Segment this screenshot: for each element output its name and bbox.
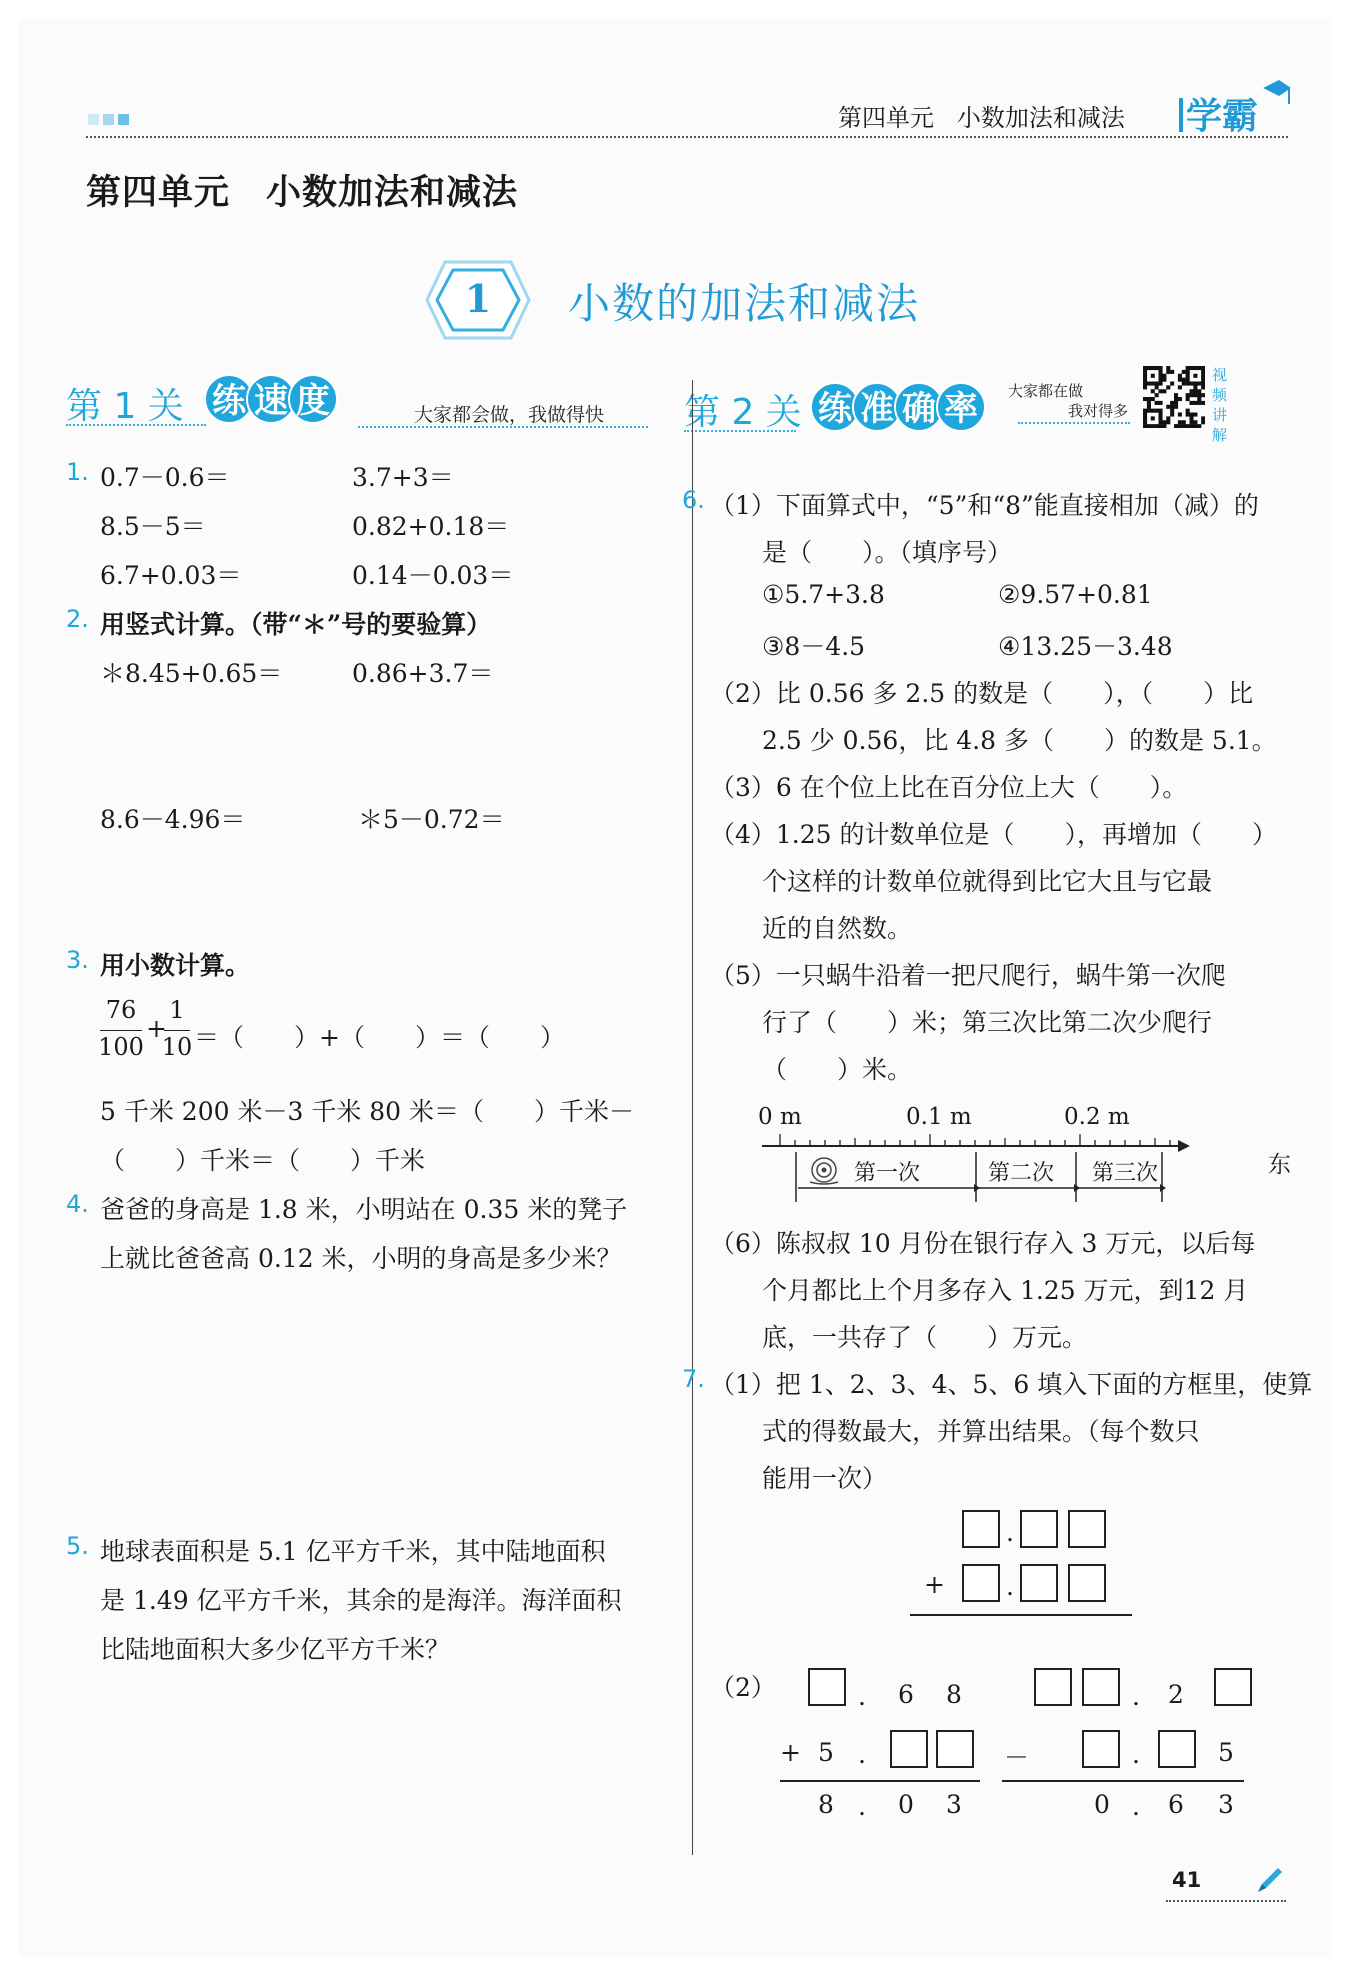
level1-label: 第 1 关	[66, 386, 184, 427]
q6-p3: （3）6 在个位上比在百分位上大（ ）。	[710, 773, 1188, 802]
q3-line3: （ ）千米＝（ ）千米	[100, 1146, 426, 1175]
qr-module	[1190, 416, 1194, 420]
digit: 5	[1218, 1738, 1234, 1767]
digit: 8	[818, 1790, 834, 1819]
q3-fraction2-denominator: 10	[161, 1033, 193, 1061]
q7-p1-line3: 能用一次）	[762, 1464, 888, 1493]
q6-p4-line3: 近的自然数。	[762, 914, 913, 943]
qr-module	[1147, 397, 1151, 401]
qr-module	[1143, 420, 1147, 424]
qr-module	[1178, 424, 1182, 428]
qr-module	[1143, 382, 1147, 386]
q7-p2-label: （2）	[710, 1673, 776, 1702]
qr-module	[1147, 424, 1151, 428]
digit: 2	[1168, 1680, 1184, 1709]
ruler-label: 0 m	[758, 1104, 802, 1130]
q6-option: ①5.7+3.8	[762, 580, 885, 609]
q2-text: 用竖式计算。（带“＊”号的要验算）	[100, 610, 492, 639]
q2-item: 0.86+3.7＝	[352, 659, 494, 688]
qr-module	[1143, 378, 1147, 382]
answer-box[interactable]	[808, 1668, 846, 1706]
q6-p6-line1: （6）陈叔叔 10 月份在银行存入 3 万元，以后每	[710, 1229, 1256, 1258]
video-char: 频	[1212, 386, 1228, 404]
decimal-point: .	[858, 1682, 866, 1711]
level2-char: 确	[894, 382, 944, 432]
header-unit: 第四单元	[838, 104, 934, 132]
qr-module	[1190, 393, 1194, 397]
qr-module	[1197, 424, 1201, 428]
qr-module	[1178, 413, 1182, 417]
qr-module	[1182, 424, 1186, 428]
ruler-direction: 东	[1268, 1152, 1291, 1178]
digit: 3	[946, 1790, 962, 1819]
qr-module	[1193, 424, 1197, 428]
page-number-rule	[1166, 1900, 1286, 1902]
qr-module	[1190, 420, 1194, 424]
q6-option: ②9.57+0.81	[998, 580, 1153, 609]
decimal-point: .	[858, 1792, 866, 1821]
ruler-ticks	[780, 1134, 1170, 1146]
qr-module	[1186, 397, 1190, 401]
q1-item: 8.5－5＝	[100, 512, 206, 541]
level2-badge	[810, 382, 978, 432]
qr-module	[1170, 370, 1174, 374]
ruler-label: 0.1 m	[906, 1104, 972, 1130]
qr-module	[1190, 424, 1194, 428]
q3-line2: 5 千米 200 米－3 千米 80 米＝（ ）千米－	[100, 1097, 635, 1126]
qr-module	[1166, 405, 1170, 409]
qr-module	[1166, 366, 1170, 370]
decimal-point: .	[1006, 1518, 1014, 1547]
qr-module	[1151, 389, 1155, 393]
q5-line1: 地球表面积是 5.1 亿平方千米，其中陆地面积	[100, 1537, 606, 1566]
difference-line	[1002, 1780, 1244, 1782]
level1-slogan-underline	[358, 426, 648, 428]
answer-box[interactable]	[1068, 1510, 1106, 1548]
qr-module	[1159, 366, 1163, 370]
ruler-segment-label: 第一次	[854, 1161, 921, 1186]
header-dot	[88, 114, 99, 125]
qr-module	[1147, 405, 1151, 409]
digit: 6	[898, 1680, 914, 1709]
qr-module	[1147, 366, 1151, 370]
qr-module	[1201, 382, 1205, 386]
qr-module	[1151, 382, 1155, 386]
qr-module	[1147, 382, 1151, 386]
qr-module	[1174, 405, 1178, 409]
qr-module	[1193, 393, 1197, 397]
qr-module	[1159, 409, 1163, 413]
decimal-point: .	[1006, 1572, 1014, 1601]
pencil-icon	[1252, 1864, 1286, 1898]
qr-module	[1193, 366, 1197, 370]
q3-text: 用小数计算。	[100, 951, 251, 980]
answer-box[interactable]	[1214, 1668, 1252, 1706]
level2-slogan2: 我对得多	[1068, 402, 1129, 420]
level2-char: 练	[810, 382, 860, 432]
qr-module	[1186, 424, 1190, 428]
answer-box[interactable]	[962, 1564, 1000, 1602]
qr-module	[1186, 366, 1190, 370]
answer-box[interactable]	[1158, 1730, 1196, 1768]
qr-module	[1143, 424, 1147, 428]
answer-box[interactable]	[890, 1730, 928, 1768]
qr-module	[1151, 409, 1155, 413]
minus-sign: －	[1004, 1743, 1030, 1772]
qr-module	[1174, 397, 1178, 401]
level2-label: 第 2 关	[684, 392, 802, 433]
qr-module	[1186, 374, 1190, 378]
level2-char: 准	[852, 382, 902, 432]
answer-box[interactable]	[936, 1730, 974, 1768]
digit: 8	[946, 1680, 962, 1709]
answer-box[interactable]	[1034, 1668, 1072, 1706]
qr-module	[1193, 389, 1197, 393]
plus-sign: +	[780, 1738, 801, 1767]
ruler-segment-label: 第三次	[1092, 1161, 1159, 1186]
q7-number: 7.	[682, 1365, 705, 1393]
qr-module	[1155, 382, 1159, 386]
qr-module	[1162, 420, 1166, 424]
qr-module	[1143, 413, 1147, 417]
qr-module	[1155, 385, 1159, 389]
qr-module	[1151, 424, 1155, 428]
q7-p1-line1: （1）把 1、2、3、4、5、6 填入下面的方框里，使算	[710, 1370, 1313, 1399]
qr-module	[1155, 424, 1159, 428]
q3-fraction1-denominator: 100	[98, 1033, 144, 1061]
video-char: 解	[1212, 426, 1228, 444]
qr-module	[1162, 424, 1166, 428]
answer-box[interactable]	[1020, 1564, 1058, 1602]
qr-module	[1162, 389, 1166, 393]
qr-module	[1190, 401, 1194, 405]
qr-module	[1151, 374, 1155, 378]
qr-module	[1182, 420, 1186, 424]
qr-module	[1182, 370, 1186, 374]
level2-slogan1: 大家都在做	[1008, 382, 1084, 400]
q3-fraction2-numerator: 1	[169, 996, 185, 1024]
qr-module	[1170, 382, 1174, 386]
qr-module	[1197, 389, 1201, 393]
level2-char: 率	[936, 382, 986, 432]
qr-module	[1143, 416, 1147, 420]
q6-p6-line3: 底，一共存了（ ）万元。	[762, 1323, 1088, 1352]
q3-fraction2-bar	[164, 1030, 190, 1031]
page-number: 41	[1172, 1868, 1202, 1892]
level1-char: 度	[288, 374, 338, 424]
qr-module	[1159, 378, 1163, 382]
qr-module	[1186, 382, 1190, 386]
qr-module	[1178, 374, 1182, 378]
level2-underline	[684, 430, 796, 432]
qr-module	[1193, 374, 1197, 378]
qr-module	[1166, 385, 1170, 389]
qr-module	[1190, 382, 1194, 386]
header-dot	[118, 114, 129, 125]
header-brand: 学霸	[1186, 96, 1259, 137]
video-char: 讲	[1212, 406, 1228, 424]
column-divider	[692, 380, 693, 1855]
q6-p5-line2: 行了（ ）米；第三次比第二次少爬行	[762, 1008, 1213, 1037]
qr-module	[1182, 382, 1186, 386]
qr-code-icon[interactable]	[1143, 366, 1205, 428]
qr-module	[1193, 385, 1197, 389]
qr-module	[1170, 409, 1174, 413]
qr-module	[1190, 413, 1194, 417]
ruler-label: 0.2 m	[1064, 1104, 1130, 1130]
digit: 0	[898, 1790, 914, 1819]
qr-code-graphic	[1143, 366, 1205, 428]
qr-module	[1178, 397, 1182, 401]
qr-module	[1197, 382, 1201, 386]
decimal-point: .	[1132, 1792, 1140, 1821]
q4-line1: 爸爸的身高是 1.8 米，小明站在 0.35 米的凳子	[100, 1195, 628, 1224]
qr-module	[1193, 413, 1197, 417]
q6-p4-line2: 个这样的计数单位就得到比它大且与它最	[762, 867, 1213, 896]
sum-line	[910, 1614, 1132, 1616]
q2-item: ＊8.45+0.65＝	[100, 659, 283, 688]
video-char: 视	[1212, 366, 1228, 384]
header-unit-topic	[838, 98, 1125, 133]
header-topic: 小数加法和减法	[956, 104, 1125, 132]
q1-item: 0.82+0.18＝	[352, 512, 510, 541]
q6-p5-line1: （5）一只蜗牛沿着一把尺爬行，蜗牛第一次爬	[710, 961, 1226, 990]
qr-module	[1193, 382, 1197, 386]
q6-option: ③8－4.5	[762, 632, 866, 661]
qr-module	[1201, 393, 1205, 397]
qr-module	[1151, 416, 1155, 420]
digit: 3	[1218, 1790, 1234, 1819]
qr-module	[1147, 401, 1151, 405]
answer-box[interactable]	[1068, 1564, 1106, 1602]
sum-line	[780, 1780, 980, 1782]
q6-p2-line1: （2）比 0.56 多 2.5 的数是（ ），（ ）比	[710, 679, 1254, 708]
q3-fraction1-bar	[100, 1030, 142, 1031]
level1-char: 练	[204, 374, 254, 424]
qr-module	[1147, 409, 1151, 413]
header-dot	[103, 114, 114, 125]
header-rule	[86, 136, 1288, 138]
qr-module	[1159, 413, 1163, 417]
qr-module	[1190, 389, 1194, 393]
level2-slogan-underline	[1018, 422, 1130, 424]
qr-module	[1159, 424, 1163, 428]
q6-p2-line2: 2.5 少 0.56，比 4.8 多（ ）的数是 5.1。	[762, 726, 1277, 755]
qr-module	[1159, 401, 1163, 405]
qr-module	[1186, 413, 1190, 417]
q1-item: 0.14－0.03＝	[352, 561, 514, 590]
decimal-point: .	[1132, 1740, 1140, 1769]
qr-module	[1162, 374, 1166, 378]
qr-module	[1178, 420, 1182, 424]
q4-line2: 上就比爸爸高 0.12 米，小明的身高是多少米？	[100, 1244, 622, 1273]
qr-module	[1190, 366, 1194, 370]
digit: 5	[818, 1738, 834, 1767]
qr-module	[1155, 366, 1159, 370]
cap-icon	[1261, 78, 1293, 118]
qr-module	[1143, 409, 1147, 413]
qr-module	[1159, 374, 1163, 378]
q6-p1-line1: （1）下面算式中，“5”和“8”能直接相加（减）的	[710, 491, 1259, 520]
qr-module	[1186, 370, 1190, 374]
qr-module	[1197, 401, 1201, 405]
level1-slogan: 大家都会做，我做得快	[414, 404, 605, 426]
lesson-number: 1	[464, 276, 492, 321]
qr-module	[1159, 420, 1163, 424]
q3-fraction1-numerator: 76	[105, 996, 137, 1024]
plus-sign: +	[924, 1570, 945, 1599]
q3-number: 3.	[66, 946, 89, 974]
qr-module	[1143, 397, 1147, 401]
qr-module	[1155, 393, 1159, 397]
qr-module	[1193, 420, 1197, 424]
qr-module	[1178, 385, 1182, 389]
decimal-point: .	[1132, 1682, 1140, 1711]
digit: 6	[1168, 1790, 1184, 1819]
q1-number: 1.	[66, 458, 89, 486]
qr-module	[1174, 424, 1178, 428]
qr-module	[1174, 401, 1178, 405]
qr-module	[1159, 370, 1163, 374]
ruler-segment-label: 第二次	[988, 1161, 1055, 1186]
workbook-page	[18, 18, 1332, 1958]
video-label[interactable]	[1212, 365, 1230, 445]
qr-module	[1159, 382, 1163, 386]
q6-p1-line2: 是（ ）。（填序号）	[762, 538, 1013, 567]
qr-module	[1201, 366, 1205, 370]
q6-option: ④13.25－3.48	[998, 632, 1173, 661]
q1-item: 6.7+0.03＝	[100, 561, 242, 590]
qr-module	[1159, 389, 1163, 393]
qr-module	[1201, 378, 1205, 382]
q3-plus: +	[146, 1014, 167, 1043]
qr-module	[1182, 378, 1186, 382]
qr-module	[1186, 409, 1190, 413]
answer-box[interactable]	[962, 1510, 1000, 1548]
qr-module	[1201, 401, 1205, 405]
qr-module	[1143, 370, 1147, 374]
qr-module	[1201, 420, 1205, 424]
qr-module	[1151, 366, 1155, 370]
decimal-point: .	[858, 1740, 866, 1769]
q2-item: 8.6－4.96＝	[100, 805, 246, 834]
header-brand-bar	[1179, 98, 1183, 132]
qr-module	[1178, 378, 1182, 382]
qr-module	[1166, 370, 1170, 374]
header-dots	[88, 110, 133, 129]
qr-module	[1201, 416, 1205, 420]
q6-p4-line1: （4）1.25 的计数单位是（ ），再增加（ ）	[710, 820, 1278, 849]
level1-char: 速	[246, 374, 296, 424]
q1-item: 3.7+3＝	[352, 463, 454, 492]
qr-module	[1193, 401, 1197, 405]
q5-line2: 是 1.49 亿平方千米，其余的是海洋。海洋面积	[100, 1586, 622, 1615]
q7-p1-line2: 式的得数最大，并算出结果。（每个数只	[762, 1417, 1200, 1446]
qr-module	[1143, 366, 1147, 370]
q4-number: 4.	[66, 1190, 89, 1218]
q3-fraction-tail: ＝（ ）+（ ）＝（ ）	[194, 1023, 565, 1052]
qr-module	[1155, 401, 1159, 405]
digit: 0	[1094, 1790, 1110, 1819]
answer-box[interactable]	[1020, 1510, 1058, 1548]
answer-box[interactable]	[1082, 1668, 1120, 1706]
qr-module	[1170, 413, 1174, 417]
unit-title: 第四单元 小数加法和减法	[86, 173, 519, 213]
qr-module	[1186, 378, 1190, 382]
q6-number: 6.	[682, 486, 705, 514]
q6-p6-line2: 个月都比上个月多存入 1.25 万元，到12 月	[762, 1276, 1249, 1305]
qr-module	[1170, 401, 1174, 405]
q5-line3: 比陆地面积大多少亿平方千米？	[100, 1635, 451, 1664]
qr-module	[1151, 397, 1155, 401]
qr-module	[1166, 416, 1170, 420]
q2-item: ＊5－0.72＝	[358, 805, 505, 834]
qr-module	[1201, 370, 1205, 374]
qr-module	[1159, 416, 1163, 420]
q1-item: 0.7－0.6＝	[100, 463, 230, 492]
qr-module	[1174, 393, 1178, 397]
lesson-title: 小数的加法和减法	[568, 279, 921, 328]
qr-module	[1170, 405, 1174, 409]
qr-module	[1166, 420, 1170, 424]
q2-number: 2.	[66, 605, 89, 633]
level1-badge	[204, 374, 330, 424]
qr-module	[1155, 409, 1159, 413]
qr-module	[1201, 385, 1205, 389]
level1-underline	[66, 424, 206, 426]
qr-module	[1162, 378, 1166, 382]
answer-box[interactable]	[1082, 1730, 1120, 1768]
qr-module	[1186, 393, 1190, 397]
qr-module	[1197, 393, 1201, 397]
qr-module	[1197, 397, 1201, 401]
qr-module	[1143, 385, 1147, 389]
qr-module	[1201, 374, 1205, 378]
snail-icon	[810, 1158, 838, 1184]
qr-module	[1143, 374, 1147, 378]
q6-p5-line3: （ ）米。	[762, 1055, 913, 1084]
q5-number: 5.	[66, 1532, 89, 1560]
qr-module	[1197, 366, 1201, 370]
